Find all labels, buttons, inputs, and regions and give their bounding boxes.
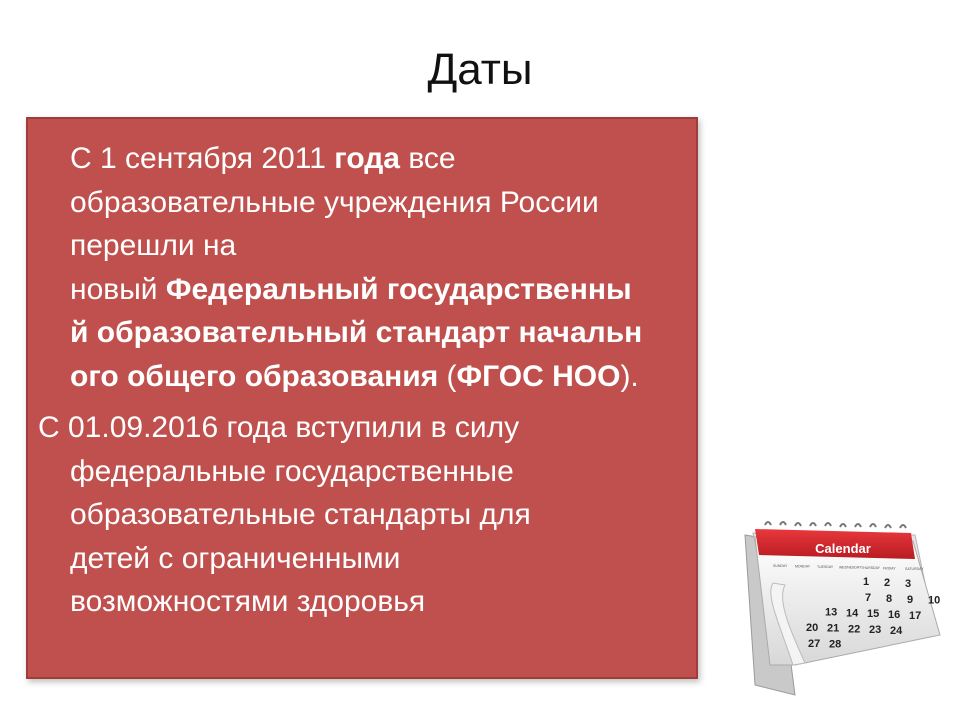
- paragraph-line: С 01.09.2016 года вступили в силу: [38, 411, 520, 444]
- calendar-day: 9: [907, 593, 914, 606]
- paragraph-line: возможностями здоровья: [70, 585, 426, 618]
- calendar-day: 1: [863, 576, 870, 589]
- paragraph-line: перешли на: [70, 229, 237, 262]
- calendar-day: 13: [825, 606, 838, 619]
- calendar-day: 8: [886, 593, 893, 605]
- calendar-icon: [735, 515, 945, 700]
- calendar-day: 16: [888, 609, 901, 621]
- calendar-header: Calendar: [815, 541, 871, 556]
- calendar-weekday: FRIDAY: [883, 566, 896, 571]
- calendar-day: 23: [869, 624, 882, 637]
- calendar-weekday: WEDNESDAY: [839, 565, 862, 570]
- calendar-day: 10: [928, 594, 941, 607]
- paragraph-line: й образовательный стандарт начальн: [70, 316, 643, 349]
- calendar-day: 22: [848, 623, 861, 636]
- calendar-day: 2: [884, 577, 891, 589]
- calendar-day: 7: [865, 592, 872, 605]
- calendar-day: 17: [909, 609, 922, 622]
- slide-title: Даты: [427, 45, 533, 94]
- calendar-day: 3: [905, 577, 912, 590]
- paragraph-line: новый Федеральный государственны: [70, 272, 632, 306]
- paragraph-line: образовательные учреждения России: [70, 185, 599, 219]
- paragraph-line: федеральные государственные: [70, 454, 514, 488]
- paragraph-line: детей с ограниченными: [70, 541, 401, 575]
- paragraph-line: образовательные стандарты для: [70, 498, 531, 531]
- calendar-weekday: MONDAY: [795, 564, 811, 569]
- calendar-day: 14: [846, 607, 859, 620]
- calendar-weekday: SATURDAY: [905, 567, 924, 571]
- calendar-weekday: THURSDAY: [861, 566, 880, 570]
- calendar-day: 21: [827, 622, 840, 635]
- paragraph-line: ого общего образования (ФГОС НОО).: [70, 359, 639, 393]
- calendar-day: 28: [829, 638, 842, 651]
- paragraph-fgos-noo: [70, 137, 642, 398]
- calendar-day: 27: [808, 637, 821, 650]
- paragraph-line: С 1 сентября 2011 года все: [70, 142, 456, 175]
- calendar-day: 20: [806, 621, 819, 634]
- calendar-weekday: TUESDAY: [817, 565, 834, 569]
- content-box: [26, 117, 698, 679]
- paragraph-fgos-ovz: [38, 406, 531, 624]
- calendar-day: 15: [867, 608, 880, 621]
- calendar-day: 24: [890, 625, 903, 637]
- calendar-weekday: SUNDAY: [773, 564, 788, 568]
